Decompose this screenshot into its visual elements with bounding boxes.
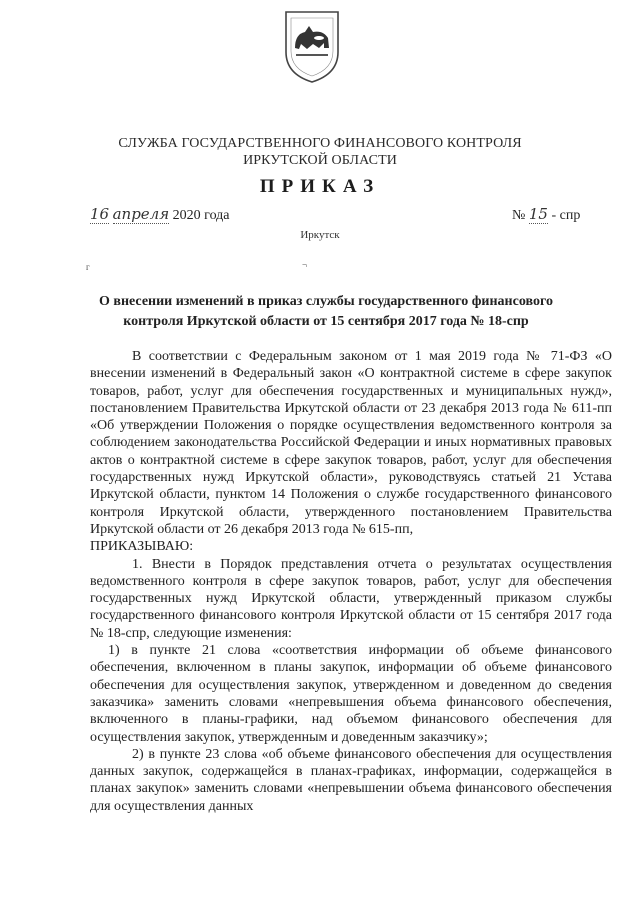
item-1-subitem-1: 1) в пункте 21 слова «соответствия информации об объеме финансового обеспечения, включенном в планы закупок, информации об объеме финансового обеспечения для осуществления закупок, утвержденном и доведенном до сведения заказчика» заменить словами «непревышения объема финансового обеспечения, включенного в планы-графики, над объемом финансового обеспечения для осуществления закупок, утвержденным и доведенным заказчику»; [90, 643, 612, 745]
date-year: 2020 года [172, 208, 230, 223]
number-value: 15 [528, 205, 548, 223]
organization-name-line2: ИРКУТСКОЙ ОБЛАСТИ [243, 153, 397, 168]
margin-mark-right: ¬ [302, 260, 308, 270]
document-type-title: ПРИКАЗ [259, 176, 381, 197]
date-month: апреля [112, 205, 170, 223]
coat-of-arms-icon [283, 8, 341, 84]
date-day: 16 [90, 205, 110, 223]
organization-name-line1: СЛУЖБА ГОСУДАРСТВЕННОГО ФИНАНСОВОГО КОНТРОЛЯ [118, 136, 522, 151]
document-number [512, 205, 580, 224]
city-name: Иркутск [300, 229, 340, 241]
item-1-subitem-2: 2) в пункте 23 слова «об объеме финансового обеспечения для осуществления данных закупок, содержащейся в планах-графиках, информации, содержащейся в планах закупок» заменить словами «непревышении объема финансового обеспечения для осуществления данных [90, 746, 612, 814]
number-prefix: № [512, 208, 526, 223]
order-word: ПРИКАЗЫВАЮ: [90, 539, 194, 555]
item-1-paragraph: 1. Внести в Порядок представления отчета о результатах осуществления ведомственного контроля в сфере закупок товаров, работ, услуг для обеспечения государственных нужд Иркутской области, утвержденный приказом службы государственного финансового контроля Иркутской области от 15 сентября 2017 года № 18-спр, следующие изменения: [90, 556, 612, 641]
number-suffix: - спр [551, 208, 581, 223]
document-body [90, 348, 612, 815]
document-date [90, 205, 230, 224]
document-heading: О внесении изменений в приказ службы государственного финансового контроля Иркутской области от 15 сентября 2017 года № 18-спр [99, 294, 553, 329]
margin-mark-left: г [86, 262, 90, 272]
preamble-paragraph: В соответствии с Федеральным законом от 1 мая 2019 года № 71-ФЗ «О внесении изменений в Федеральный закон «О контрактной системе в сфере закупок товаров, работ, услуг для обеспечения государственных и муниципальных нужд», постановлением Правительства Иркутской области от 23 декабря 2013 года № 611-пп «Об утверждении Положения о порядке осуществления ведомственного контроля за соблюдением законодательства Российской Федерации и иных нормативных правовых актов о контрактной системе в сфере закупок товаров, работ, услуг для обеспечения государственных нужд Иркутской области», руководствуясь статьей 21 Устава Иркутской области, пунктом 14 Положения о службе государственного финансового контроля Иркутской области, утвержденного постановлением Правительства Иркутской области от 26 декабря 2013 года № 615-пп, [90, 349, 612, 537]
